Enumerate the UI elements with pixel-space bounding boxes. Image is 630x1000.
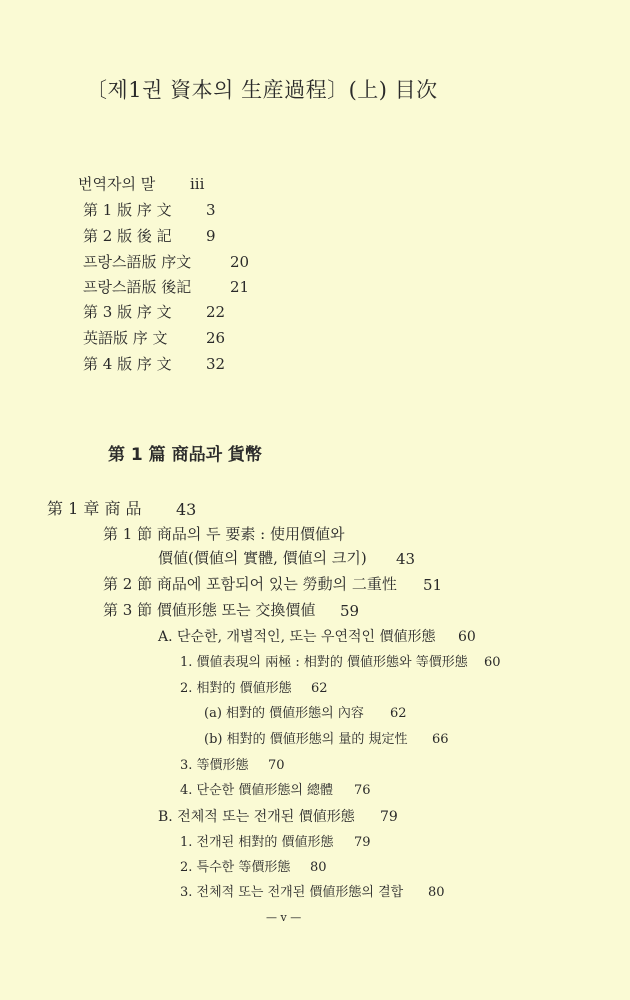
toc-page: 20: [230, 253, 250, 271]
page-folio: — v —: [266, 911, 302, 924]
subsection-b1-heading: 1. 전개된 相對的 價値形態: [180, 835, 334, 850]
toc-page: iii: [190, 175, 205, 193]
toc-label: 第 1 版 序 文: [83, 201, 172, 219]
subsection-a2a-page: 62: [390, 706, 407, 721]
toc-entry-second-edition-afterword: [83, 229, 172, 244]
section-1-heading-continued: 價値(價値의 實體, 價値의 크기): [158, 549, 367, 567]
toc-page: 9: [206, 227, 216, 245]
subsection-a-heading: A. 단순한, 개별적인, 또는 우연적인 價値形態: [158, 629, 436, 645]
section-2-heading: 第 2 節 商品에 포함되어 있는 勞動의 二重性: [103, 575, 397, 593]
page-title: 〔제1권 資本의 生産過程〕(上) 目次: [86, 78, 438, 102]
subsection-b-heading: B. 전체적 또는 전개된 價値形態: [158, 809, 355, 825]
section-2-page: 51: [423, 576, 443, 594]
chapter-heading: 第 1 章 商 品: [47, 499, 142, 518]
toc-label: 第 3 版 序 文: [83, 303, 172, 321]
part-title: 第 1 篇 商品과 貨幣: [108, 445, 262, 465]
section-3-page: 59: [340, 602, 360, 620]
toc-entry-french-edition-preface: [83, 255, 191, 270]
toc-entry-french-edition-afterword: [83, 280, 191, 295]
toc-label: 프랑스語版 序文: [83, 253, 192, 271]
toc-page: 32: [206, 355, 226, 373]
subsection-a4-heading: 4. 단순한 價値形態의 總體: [180, 783, 334, 798]
toc-page: 22: [206, 303, 226, 321]
toc-page: 3: [206, 201, 216, 219]
subsection-a4-page: 76: [354, 783, 371, 798]
subsection-b2-page: 80: [310, 860, 327, 875]
subsection-a1-heading: 1. 價値表現의 兩極 : 相對的 價値形態와 等價形態: [180, 655, 468, 670]
subsection-b2-heading: 2. 특수한 等價形態: [180, 860, 291, 875]
subsection-b1-page: 79: [354, 835, 371, 850]
toc-page: 21: [230, 278, 250, 296]
subsection-a2-heading: 2. 相對的 價値形態: [180, 681, 292, 696]
toc-label: 프랑스語版 後記: [83, 278, 192, 296]
subsection-a2b-page: 66: [432, 732, 449, 747]
section-3-heading: 第 3 節 價値形態 또는 交換價値: [103, 601, 316, 619]
toc-label: 번역자의 말: [78, 175, 156, 193]
subsection-a2b-heading: (b) 相對的 價値形態의 量的 規定性: [204, 732, 408, 747]
subsection-b3-heading: 3. 전체적 또는 전개된 價値形態의 결합: [180, 885, 404, 900]
toc-label: 第 2 版 後 記: [83, 227, 172, 245]
toc-label: 英語版 序 文: [83, 329, 168, 347]
subsection-a2a-heading: (a) 相對的 價値形態의 內容: [204, 706, 364, 721]
subsection-b-page: 79: [380, 809, 398, 825]
toc-entry-translator-note: [78, 177, 155, 192]
section-1-page: 43: [396, 550, 416, 568]
section-1-heading: 第 1 節 商品의 두 要素 : 使用價値와: [103, 525, 345, 543]
chapter-page: 43: [176, 500, 197, 519]
toc-page: 26: [206, 329, 226, 347]
toc-entry-first-edition-preface: [83, 203, 172, 218]
subsection-a1-page: 60: [484, 655, 501, 670]
subsection-a-page: 60: [458, 629, 476, 645]
subsection-a2-page: 62: [311, 681, 328, 696]
toc-entry-fourth-edition-preface: [83, 357, 172, 372]
toc-entry-third-edition-preface: [83, 305, 172, 320]
toc-label: 第 4 版 序 文: [83, 355, 172, 373]
subsection-a3-page: 70: [268, 758, 285, 773]
subsection-b3-page: 80: [428, 885, 445, 900]
subsection-a3-heading: 3. 等價形態: [180, 758, 249, 773]
toc-entry-english-edition-preface: [83, 331, 168, 346]
